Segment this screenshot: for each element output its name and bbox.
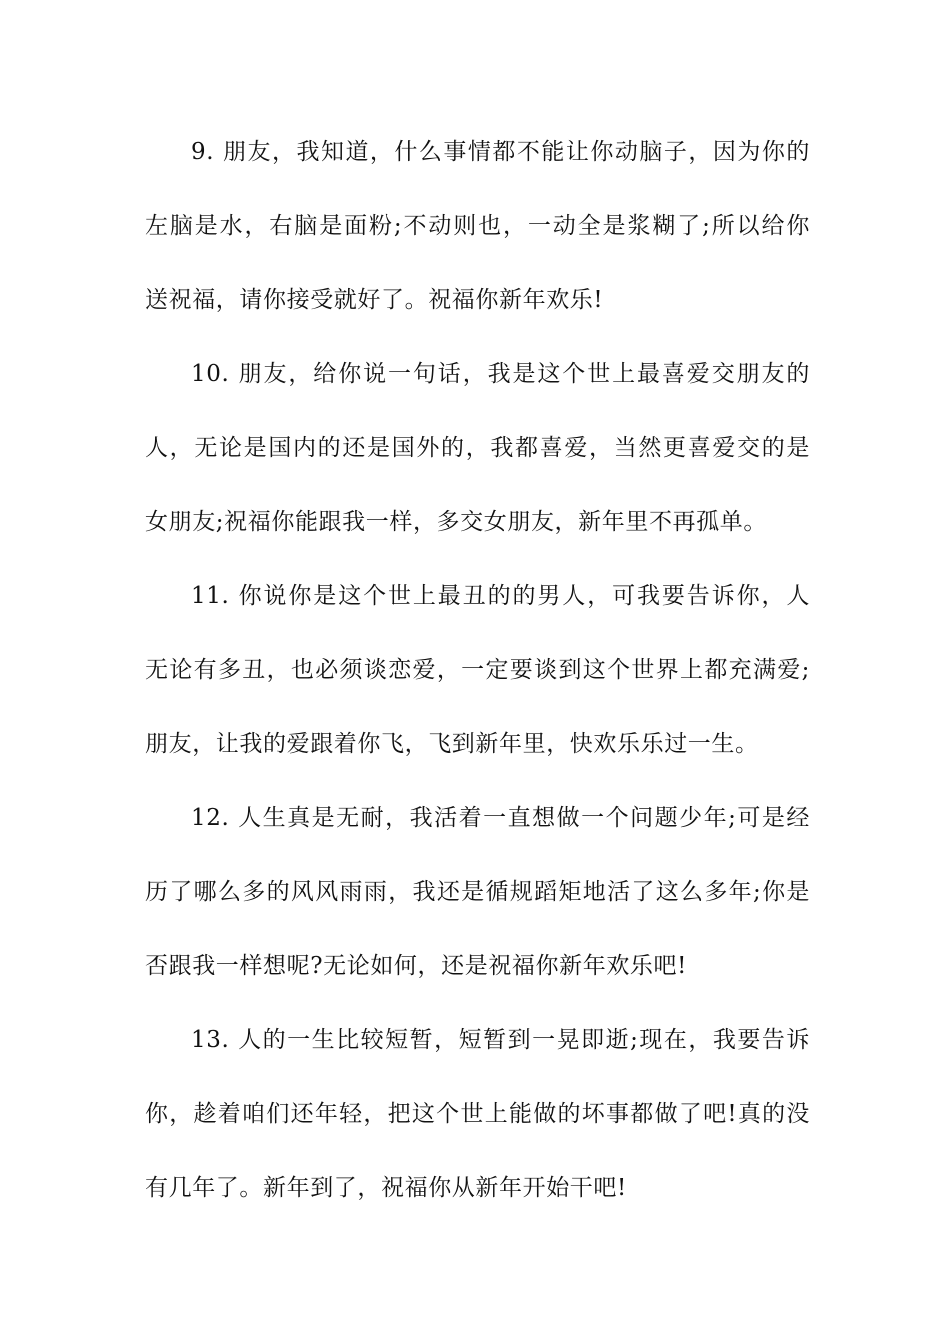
document-body — [145, 115, 810, 1225]
paragraph-line: 人，无论是国内的还是国外的，我都喜爱，当然更喜爱交的是 — [145, 435, 810, 461]
paragraph-11 — [145, 559, 810, 781]
paragraph-line: 左脑是水，右脑是面粉;不动则也，一动全是浆糊了;所以给你 — [145, 213, 810, 239]
paragraph-line: 9. 朋友，我知道，什么事情都不能让你动脑子，因为你的 — [191, 139, 810, 165]
paragraph-line: 10. 朋友，给你说一句话，我是这个世上最喜爱交朋友的 — [191, 361, 810, 387]
paragraph-9 — [145, 115, 810, 337]
paragraph-line: 12. 人生真是无耐，我活着一直想做一个问题少年;可是经 — [191, 805, 810, 831]
paragraph-10 — [145, 337, 810, 559]
paragraph-line: 11. 你说你是这个世上最丑的的男人，可我要告诉你，人 — [191, 583, 810, 609]
paragraph-12 — [145, 781, 810, 1003]
paragraph-line: 有几年了。新年到了，祝福你从新年开始干吧! — [145, 1175, 627, 1201]
paragraph-line: 否跟我一样想呢?无论如何，还是祝福你新年欢乐吧! — [145, 953, 687, 979]
paragraph-line: 朋友，让我的爱跟着你飞，飞到新年里，快欢乐乐过一生。 — [145, 731, 759, 757]
paragraph-line: 送祝福，请你接受就好了。祝福你新年欢乐! — [145, 287, 604, 313]
paragraph-line: 13. 人的一生比较短暂，短暂到一晃即逝;现在，我要告诉 — [191, 1027, 810, 1053]
paragraph-line: 你，趁着咱们还年轻，把这个世上能做的坏事都做了吧!真的没 — [145, 1101, 810, 1127]
paragraph-13 — [145, 1003, 810, 1225]
paragraph-line: 无论有多丑，也必须谈恋爱，一定要谈到这个世界上都充满爱; — [145, 657, 810, 683]
paragraph-line: 女朋友;祝福你能跟我一样，多交女朋友，新年里不再孤单。 — [145, 509, 767, 535]
paragraph-line: 历了哪么多的风风雨雨，我还是循规蹈矩地活了这么多年;你是 — [145, 879, 810, 905]
